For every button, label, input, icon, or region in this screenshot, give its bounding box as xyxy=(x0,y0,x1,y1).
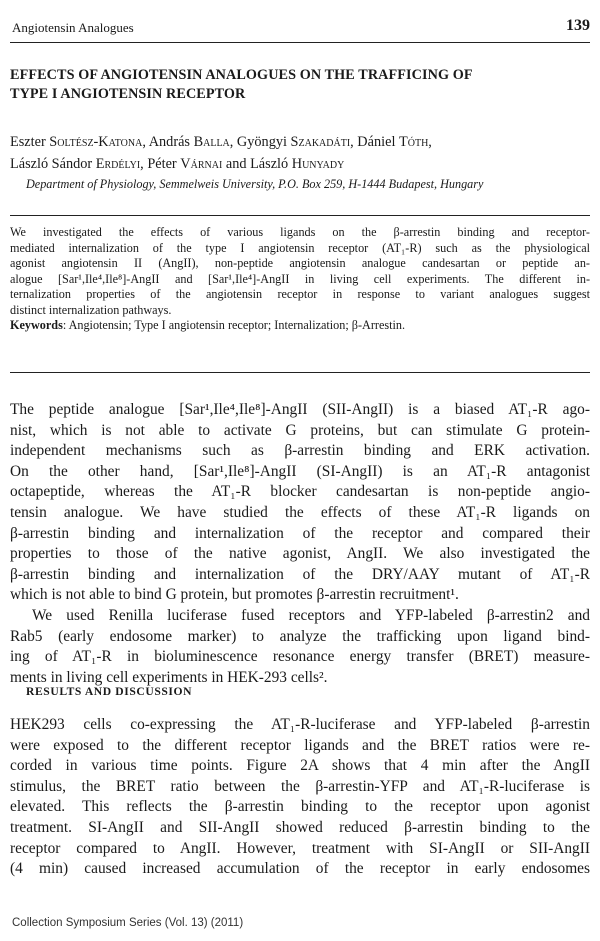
body-line: receptor compared to AngII. However, treatment with SI-AngII or SII-AngII xyxy=(10,839,590,857)
article-title-line: TYPE I ANGIOTENSIN RECEPTOR xyxy=(10,86,246,102)
body-line: stimulus, the BRET ratio between the β-arrestin-YFP and AT₁-R-luciferase is xyxy=(10,777,590,795)
abstract-top-rule xyxy=(10,215,590,216)
affiliation: Department of Physiology, Semmelweis University, P.O. Box 259, H-1444 Budapest, Hungary xyxy=(26,177,484,191)
body-line: corded in various time points. Figure 2A shows that 4 min after the AngII xyxy=(10,757,590,775)
author-list xyxy=(10,131,590,175)
keywords-label: Keywords xyxy=(10,318,63,332)
keywords xyxy=(10,318,590,334)
results-text xyxy=(10,715,590,880)
section-heading: RESULTS AND DISCUSSION xyxy=(26,685,193,698)
running-title: Angiotensin Analogues xyxy=(12,20,134,35)
abstract-line: distinct internalization pathways. xyxy=(10,302,172,317)
abstract-line: alogue [Sar¹,Ile⁴,Ile⁸]-AngII and [Sar¹,Ile⁴]-AngII in living cell experiments. The different in- xyxy=(10,271,590,286)
page-header xyxy=(0,0,600,42)
author-line: Eszter Soltész-Katona, András Balla, Gyöngyi Szakadáti, Dániel Tóth, xyxy=(10,134,432,150)
body-line: were exposed to the different receptor ligands and the BRET ratios were re- xyxy=(10,736,590,754)
body-line: On the other hand, [Sar¹,Ile⁸]-AngII (SI-AngII) is an AT₁-R antagonist xyxy=(10,462,590,480)
body-line: treatment. SI-AngII and SII-AngII showed reduced β-arrestin binding to the xyxy=(10,818,590,836)
abstract-bottom-rule xyxy=(10,372,590,373)
body-line: β-arrestin binding and internalization of the receptor and compared their xyxy=(10,524,590,542)
abstract-line: ternalization properties of the angiotensin receptor in response to variant analogues suggest xyxy=(10,287,590,301)
body-line: independent mechanisms such as β-arrestin binding and ERK activation. xyxy=(10,442,590,460)
author-line: László Sándor Erdélyi, Péter Várnai and László Hunyady xyxy=(10,156,345,172)
body-line: ments in living cell experiments in HEK-293 cells². xyxy=(10,668,328,686)
abstract xyxy=(10,225,590,334)
body-line: (4 min) caused increased accumulation of the receptor in early endosomes xyxy=(10,860,590,878)
body-line: β-arrestin binding and internalization of the DRY/AAY mutant of AT₁-R xyxy=(10,565,590,583)
page-number: 139 xyxy=(566,17,590,34)
header-rule xyxy=(10,42,590,43)
page-footer: Collection Symposium Series (Vol. 13) (2011) xyxy=(12,917,244,929)
abstract-line: mediated internalization of the type I angiotensin receptor (AT₁-R) such as the physiological xyxy=(10,240,590,255)
abstract-line: We investigated the effects of various ligands on the β-arrestin binding and receptor- xyxy=(10,225,590,239)
body-line: properties to those of the native agonist, AngII. We also investigated the xyxy=(10,545,590,563)
body-line: The peptide analogue [Sar¹,Ile⁴,Ile⁸]-AngII (SII-AngII) is a biased AT₁-R ago- xyxy=(10,401,590,418)
body-line: elevated. This reflects the β-arrestin binding to the receptor upon agonist xyxy=(10,798,590,816)
article-title-line: EFFECTS OF ANGIOTENSIN ANALOGUES ON THE TRAFFICING OF xyxy=(10,67,473,83)
abstract-line: agonist angiotensin II (AngII), non-peptide angiotensin analogue candesartan or peptide an- xyxy=(10,256,590,270)
body-line: tensin analogue. We have studied the effects of these AT₁-R ligands on xyxy=(10,503,590,521)
body-text xyxy=(10,400,590,688)
article-title xyxy=(10,66,570,104)
body-line: We used Renilla luciferase fused receptors and YFP-labeled β-arrestin2 and xyxy=(32,606,590,624)
body-line: nist, which is not able to activate G proteins, but can stimulate G protein- xyxy=(10,421,590,439)
body-line: Rab5 (early endosome marker) to analyze the trafficking upon ligand bind- xyxy=(10,627,590,645)
body-line: which is not able to bind G protein, but promotes β-arrestin recruitment¹. xyxy=(10,586,459,604)
body-line: HEK293 cells co-expressing the AT₁-R-luciferase and YFP-labeled β-arrestin xyxy=(10,716,590,733)
keywords-text: : Angiotensin; Type I angiotensin receptor; Internalization; β-Arrestin. xyxy=(62,318,406,332)
body-line: octapeptide, whereas the AT₁-R blocker candesartan is non-peptide angio- xyxy=(10,483,590,501)
body-line: ing of AT₁-R in bioluminescence resonance energy transfer (BRET) measure- xyxy=(10,648,590,666)
